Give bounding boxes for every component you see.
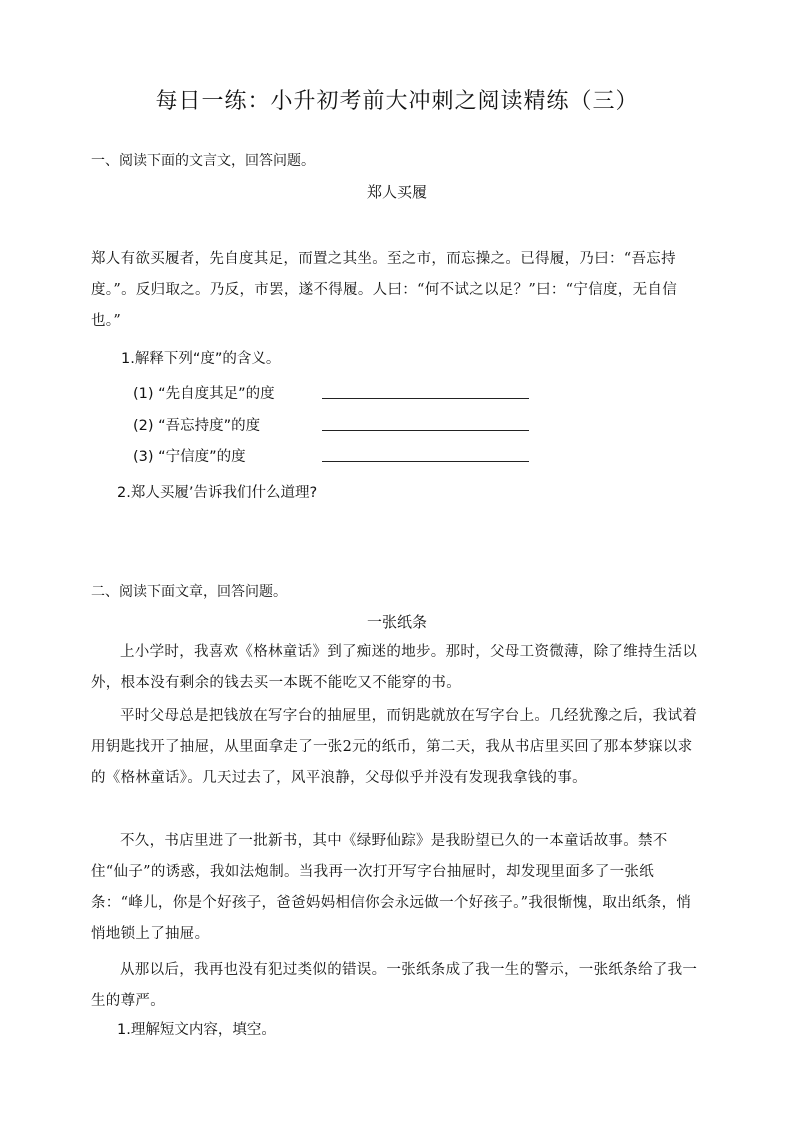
- answer-blank-2: [322, 430, 529, 431]
- q1-item-1: (1) “先自度其足”的度: [133, 386, 275, 402]
- answer-blank-1: [322, 398, 529, 399]
- section1-passage: 郑人有欲买履者，先自度其足，而置之其坐。至之市，而忘操之。已得履，乃曰：“吾忘持度。”。反归取之。乃反，市罢，遂不得履。人曰：“何不试之以足？”曰：“宁信度，无自信也。”: [91, 251, 677, 329]
- section1-question-1: 1.解释下列“度”的含义。: [121, 351, 281, 367]
- section1-heading: 一、阅读下面的文言文，回答问题。: [91, 153, 315, 169]
- story-paragraph-3: 不久，书店里进了一批新书，其中《绿野仙踪》是我盼望已久的一本童话故事。禁不住“仙子”的诱惑，我如法炮制。当我再一次打开写字台抽屉时，却发现里面多了一张纸条：“峰儿，你是个好孩子，爸爸妈妈相信你会永远做一个好孩子。”我很惭愧，取出纸条，悄悄地锁上了抽屉。: [91, 833, 692, 942]
- story-paragraph-4: 从那以后，我再也没有犯过类似的错误。一张纸条成了我一生的警示，一张纸条给了我一生的尊严。: [91, 962, 698, 1009]
- story-paragraph-1: 上小学时，我喜欢《格林童话》到了痴迷的地步。那时，父母工资微薄，除了维持生活以外，根本没有剩余的钱去买一本既不能吃又不能穿的书。: [91, 644, 698, 691]
- section2-passage-title: 一张纸条: [366, 613, 427, 631]
- q1-item-3: (3) “宁信度”的度: [133, 449, 246, 465]
- section2-heading: 二、阅读下面文章，回答问题。: [91, 584, 287, 600]
- section1-question-2: 2.郑人买履’告诉我们什么道理?: [117, 485, 318, 501]
- answer-blank-3: [322, 461, 529, 462]
- section2-question-1: 1.理解短文内容，填空。: [117, 1022, 276, 1038]
- page-title: 每日一练：小升初考前大冲刺之阅读精练（三）: [155, 89, 639, 114]
- q1-item-2: (2) “吾忘持度”的度: [133, 418, 261, 434]
- story-paragraph-2: 平时父母总是把钱放在写字台的抽屉里，而钥匙就放在写字台上。几经犹豫之后，我试着用钥匙找开了抽屉，从里面拿走了一张2元的纸币，第二天，我从书店里买回了那本梦寐以求的《格林童话》。几天过去了，风平浪静，父母似乎并没有发现我拿钱的事。: [91, 708, 698, 786]
- section1-passage-title: 郑人买履: [366, 183, 427, 201]
